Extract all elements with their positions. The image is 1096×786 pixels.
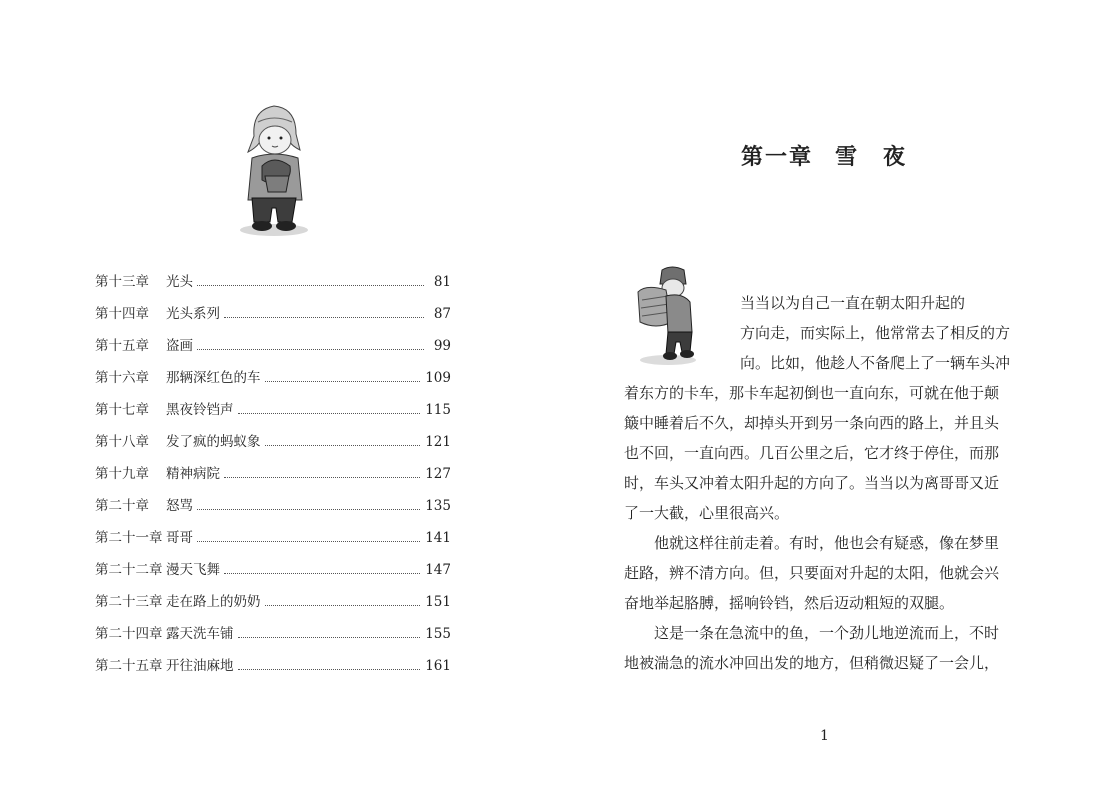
toc-dot-leader xyxy=(238,413,421,414)
toc-chapter-title: 怒骂 xyxy=(166,498,193,514)
text-line: 方向走，而实际上，他常常去了相反的方 xyxy=(740,324,1011,342)
toc-dot-leader xyxy=(197,349,424,350)
toc-chapter-number: 第十七章 xyxy=(95,402,149,418)
toc-chapter-number: 第十三章 xyxy=(95,274,149,290)
toc-entry[interactable] xyxy=(95,494,451,526)
toc-entry[interactable] xyxy=(95,302,451,334)
toc-entry[interactable] xyxy=(95,622,451,654)
toc-chapter-title: 开往油麻地 xyxy=(166,658,234,674)
toc-chapter-number: 第二十五章 xyxy=(95,658,163,674)
toc-entry[interactable] xyxy=(95,590,451,622)
toc-chapter-title: 走在路上的奶奶 xyxy=(166,594,261,610)
toc-page-number: 155 xyxy=(425,626,451,642)
text-line: 赶路，辨不清方向。但，只要面对升起的太阳，他就会兴 xyxy=(624,564,1000,582)
text-line: 了一大截，心里很高兴。 xyxy=(624,504,790,522)
toc-entry[interactable] xyxy=(95,654,451,686)
toc-chapter-title: 那辆深红色的车 xyxy=(166,370,261,386)
toc-chapter-title: 漫天飞舞 xyxy=(166,562,220,578)
toc-dot-leader xyxy=(224,317,424,318)
toc-entry[interactable] xyxy=(95,462,451,494)
text-line: 着东方的卡车，那卡车起初倒也一直向东，可就在他于颠 xyxy=(624,384,1000,402)
toc-chapter-number: 第十六章 xyxy=(95,370,149,386)
toc-chapter-title: 露天洗车铺 xyxy=(166,626,234,642)
toc-chapter-title: 盗画 xyxy=(166,338,193,354)
toc-page-number: 121 xyxy=(425,434,451,450)
toc-chapter-number: 第十四章 xyxy=(95,306,149,322)
toc-entry[interactable] xyxy=(95,398,451,430)
boy-holding-flowerpot-illustration xyxy=(232,96,316,238)
toc-entry[interactable] xyxy=(95,334,451,366)
toc-chapter-number: 第二十四章 xyxy=(95,626,163,642)
toc-page-number: 127 xyxy=(425,466,451,482)
toc-page-number: 99 xyxy=(433,338,451,354)
toc-chapter-number: 第二十一章 xyxy=(95,530,163,546)
toc-chapter-number: 第十八章 xyxy=(95,434,149,450)
toc-entry[interactable] xyxy=(95,366,451,398)
toc-dot-leader xyxy=(224,477,420,478)
text-line: 地被湍急的流水冲回出发的地方，但稍微迟疑了一会儿， xyxy=(624,654,1000,672)
toc-entry[interactable] xyxy=(95,558,451,590)
text-line: 时，车头又冲着太阳升起的方向了。当当以为离哥哥又近 xyxy=(624,474,1000,492)
toc-dot-leader xyxy=(238,637,421,638)
toc-dot-leader xyxy=(197,285,424,286)
page-number: 1 xyxy=(820,728,829,744)
chapter-heading xyxy=(741,140,907,171)
text-line: 他就这样往前走着。有时，他也会有疑惑，像在梦里 xyxy=(654,534,1000,552)
chapter-title: 雪 夜 xyxy=(835,144,908,170)
toc-chapter-title: 哥哥 xyxy=(166,530,193,546)
toc-page-number: 147 xyxy=(425,562,451,578)
table-of-contents xyxy=(95,270,451,686)
toc-dot-leader xyxy=(265,381,421,382)
toc-page-number: 87 xyxy=(433,306,451,322)
chapter-body-text xyxy=(624,288,1024,678)
toc-chapter-number: 第十五章 xyxy=(95,338,149,354)
toc-chapter-title: 发了疯的蚂蚁象 xyxy=(166,434,261,450)
toc-entry[interactable] xyxy=(95,270,451,302)
toc-chapter-number: 第十九章 xyxy=(95,466,149,482)
toc-page-number: 81 xyxy=(433,274,451,290)
chapter-label: 第一章 xyxy=(741,144,814,170)
toc-page-number: 115 xyxy=(425,402,451,418)
toc-chapter-number: 第二十章 xyxy=(95,498,149,514)
text-line: 向。比如，他趁人不备爬上了一辆车头冲 xyxy=(740,354,1011,372)
toc-page-number: 109 xyxy=(425,370,451,386)
text-line: 奋地举起胳膊，摇响铃铛，然后迈动粗短的双腿。 xyxy=(624,594,955,612)
toc-page-number: 141 xyxy=(425,530,451,546)
toc-chapter-title: 光头系列 xyxy=(166,306,220,322)
toc-dot-leader xyxy=(265,445,421,446)
toc-dot-leader xyxy=(238,669,421,670)
text-line: 也不回，一直向西。几百公里之后，它才终于停住，而那 xyxy=(624,444,1000,462)
text-line: 簸中睡着后不久，却掉头开到另一条向西的路上，并且头 xyxy=(624,414,1000,432)
toc-dot-leader xyxy=(197,509,420,510)
toc-page-number: 161 xyxy=(425,658,451,674)
toc-chapter-title: 黑夜铃铛声 xyxy=(166,402,234,418)
toc-chapter-title: 精神病院 xyxy=(166,466,220,482)
toc-entry[interactable] xyxy=(95,526,451,558)
toc-chapter-title: 光头 xyxy=(166,274,193,290)
toc-dot-leader xyxy=(224,573,420,574)
toc-chapter-number: 第二十三章 xyxy=(95,594,163,610)
toc-dot-leader xyxy=(197,541,420,542)
toc-entry[interactable] xyxy=(95,430,451,462)
toc-page-number: 151 xyxy=(425,594,451,610)
toc-chapter-number: 第二十二章 xyxy=(95,562,163,578)
toc-page-number: 135 xyxy=(425,498,451,514)
text-line: 这是一条在急流中的鱼，一个劲儿地逆流而上，不时 xyxy=(654,624,1000,642)
text-line: 当当以为自己一直在朝太阳升起的 xyxy=(740,294,966,312)
right-page xyxy=(548,0,1096,786)
toc-dot-leader xyxy=(265,605,421,606)
